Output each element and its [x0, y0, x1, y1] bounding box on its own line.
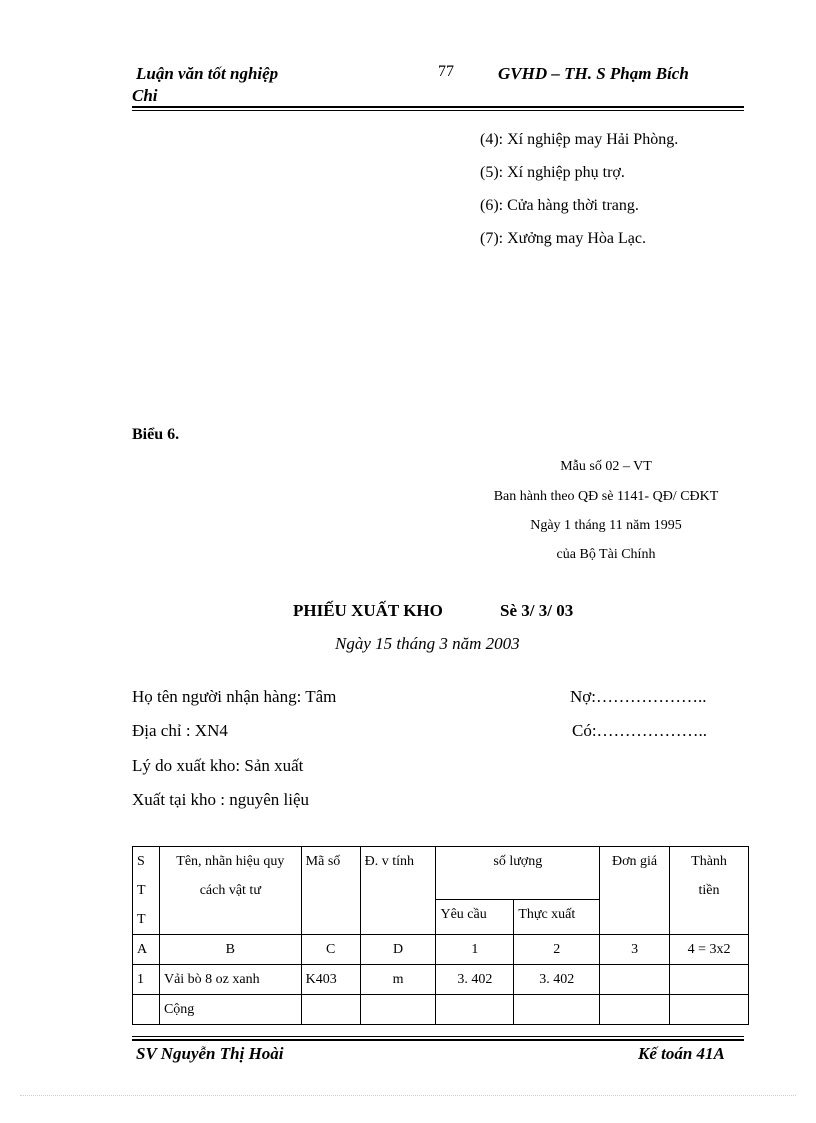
footer-rule-thin — [132, 1036, 744, 1037]
section-title: Biểu 6. — [132, 426, 180, 443]
row-stt: 1 — [133, 965, 160, 995]
letter-cell: A — [133, 935, 160, 965]
table-header-row — [133, 847, 749, 900]
list-item: (4): Xí nghiệp may Hải Phòng. — [480, 131, 679, 148]
header-quantity: số lượng — [436, 847, 600, 900]
warehouse-field: Xuất tại kho : nguyên liệu — [132, 790, 310, 809]
header-requested: Yêu cầu — [436, 900, 514, 935]
header-unit: Đ. v tính — [360, 847, 436, 935]
total-label: Cộng — [159, 995, 301, 1025]
header-actual: Thực xuất — [514, 900, 600, 935]
letter-cell: 1 — [436, 935, 514, 965]
letter-cell: 2 — [514, 935, 600, 965]
debit-field: Nợ:……………….. — [570, 687, 707, 706]
header-right-advisor: GVHD – TH. S Phạm Bích — [498, 64, 689, 83]
row-actual: 3. 402 — [514, 965, 600, 995]
page-number: 77 — [438, 63, 454, 80]
reason-field: Lý do xuất kho: Sản xuất — [132, 756, 304, 775]
header-price: Đơn giá — [600, 847, 670, 935]
header-item-name: Tên, nhãn hiệu quy cách vật tư — [159, 847, 301, 935]
row-code: K403 — [301, 965, 360, 995]
footer-student: SV Nguyễn Thị Hoài — [136, 1044, 284, 1063]
row-unit: m — [360, 965, 436, 995]
page-bottom-divider — [20, 1095, 796, 1096]
header-amount: Thành tiền — [670, 847, 749, 935]
row-price — [600, 965, 670, 995]
header-code: Mã số — [301, 847, 360, 935]
letter-cell: C — [301, 935, 360, 965]
list-item: (7): Xưởng may Hòa Lạc. — [480, 230, 646, 247]
total-stt — [133, 995, 160, 1025]
row-amount — [670, 965, 749, 995]
address-field: Địa chỉ : XN4 — [132, 721, 228, 740]
header-stt: S T T — [133, 847, 160, 935]
list-item: (6): Cửa hàng thời trang. — [480, 197, 639, 214]
footer-class: Kế toán 41A — [638, 1044, 725, 1063]
table-row — [133, 965, 749, 995]
letter-cell: 4 = 3x2 — [670, 935, 749, 965]
row-requested: 3. 402 — [436, 965, 514, 995]
credit-field: Có:……………….. — [572, 721, 708, 740]
header-rule-thick — [132, 106, 744, 108]
form-decision: Ban hành theo QĐ sè 1141- QĐ/ CĐKT — [493, 489, 719, 504]
table-total-row — [133, 995, 749, 1025]
header-rule-thin — [132, 110, 744, 111]
footer-rule-thick — [132, 1039, 744, 1041]
list-item: (5): Xí nghiệp phụ trợ. — [480, 164, 625, 181]
table-letter-row — [133, 935, 749, 965]
form-code: Mẫu số 02 – VT — [560, 459, 652, 474]
row-item-name: Vải bò 8 oz xanh — [159, 965, 301, 995]
letter-cell: 3 — [600, 935, 670, 965]
form-decision-date: Ngày 1 tháng 11 năm 1995 — [530, 518, 682, 533]
slip-number: Sè 3/ 3/ 03 — [500, 601, 574, 620]
header-left-title-cont: Chi — [132, 86, 158, 105]
letter-cell: B — [159, 935, 301, 965]
slip-title: PHIẾU XUẤT KHO — [293, 601, 443, 620]
slip-date: Ngày 15 tháng 3 năm 2003 — [335, 634, 520, 653]
header-left-title: Luận văn tốt nghiệp — [136, 64, 279, 83]
issue-slip-table — [132, 846, 749, 1025]
form-issuer: của Bộ Tài Chính — [556, 547, 656, 562]
letter-cell: D — [360, 935, 436, 965]
receiver-field: Họ tên người nhận hàng: Tâm — [132, 687, 337, 706]
